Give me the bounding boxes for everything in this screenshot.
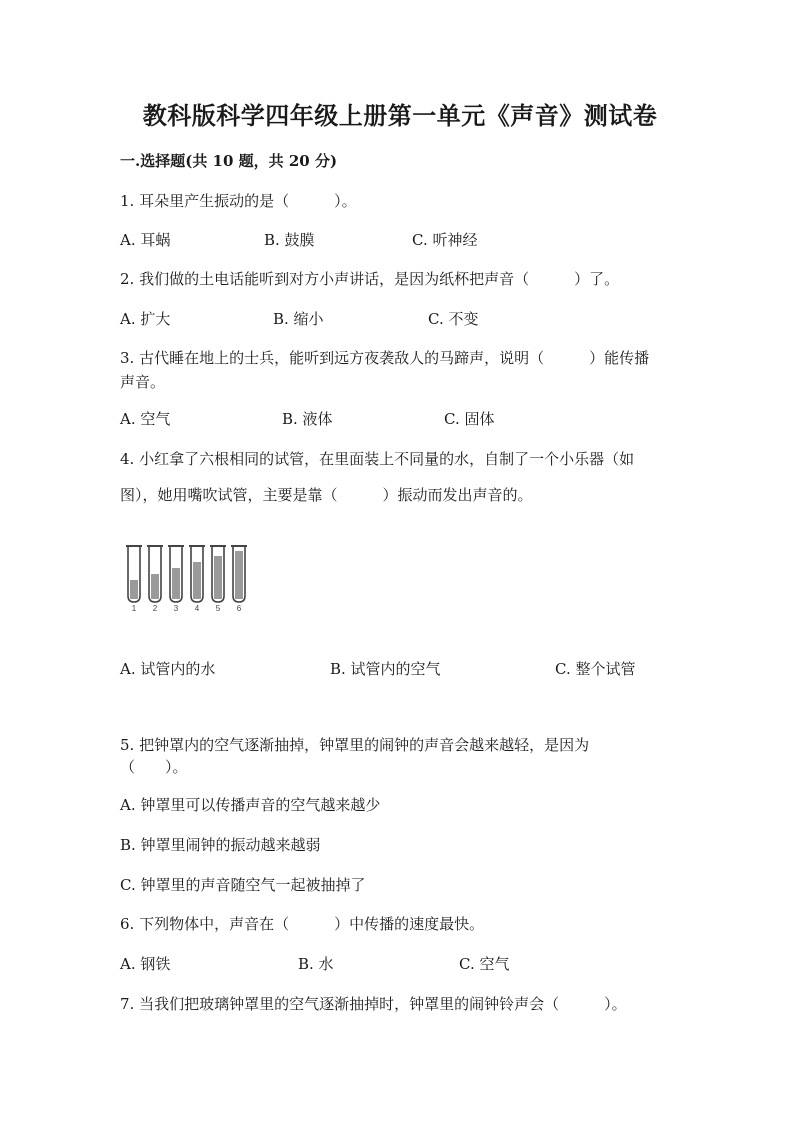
question-4-option-b: B. 试管内的空气 (330, 660, 441, 678)
question-5-option-b: B. 钟罩里闹钟的振动越来越弱 (120, 836, 321, 854)
tube-label-3: 3 (173, 604, 179, 612)
question-4-option-a: A. 试管内的水 (120, 660, 216, 678)
question-4-stem-line-1: 4. 小红拿了六根相同的试管，在里面装上不同量的水，自制了一个小乐器（如 (120, 450, 635, 468)
tube-label-4: 4 (194, 604, 200, 612)
question-7-stem: 7. 当我们把玻璃钟罩里的空气逐渐抽掉时，钟罩里的闹钟铃声会（ ）。 (120, 995, 627, 1013)
tube-label-1: 1 (131, 604, 137, 612)
question-3-option-b: B. 液体 (282, 410, 333, 428)
question-6-option-a: A. 钢铁 (120, 955, 171, 973)
tube-label-6: 6 (236, 604, 242, 612)
question-3-option-c: C. 固体 (444, 410, 495, 428)
question-1-option-c: C. 听神经 (412, 231, 478, 249)
test-tube-3 (168, 546, 184, 602)
tube-label-5: 5 (215, 604, 221, 612)
question-1-stem: 1. 耳朵里产生振动的是（ ）。 (120, 192, 357, 210)
question-6-stem: 6. 下列物体中，声音在（ ）中传播的速度最快。 (120, 915, 485, 933)
test-tube-4 (189, 546, 205, 602)
question-5-stem-line-1: 5. 把钟罩内的空气逐渐抽掉，钟罩里的闹钟的声音会越来越轻，是因为 (120, 736, 590, 754)
question-5-option-a: A. 钟罩里可以传播声音的空气越来越少 (120, 796, 381, 814)
test-tube-5 (210, 546, 226, 602)
test-tube-6 (231, 546, 247, 602)
test-tube-1 (126, 546, 142, 602)
page-title: 教科版科学四年级上册第一单元《声音》测试卷 (142, 101, 658, 130)
question-4-option-c: C. 整个试管 (555, 660, 636, 678)
question-5-stem-line-2: （ ）。 (120, 758, 188, 776)
question-4-stem-line-2: 图），她用嘴吹试管，主要是靠（ ）振动而发出声音的。 (120, 486, 533, 504)
section-heading: 一.选择题(共 10 题，共 20 分) (120, 152, 338, 170)
question-3-option-a: A. 空气 (120, 410, 171, 428)
question-2-option-b: B. 缩小 (273, 310, 324, 328)
tube-label-2: 2 (152, 604, 158, 612)
question-2-option-c: C. 不变 (428, 310, 479, 328)
question-6-option-c: C. 空气 (459, 955, 510, 973)
question-6-option-b: B. 水 (298, 955, 334, 973)
question-2-option-a: A. 扩大 (120, 310, 171, 328)
question-5-option-c: C. 钟罩里的声音随空气一起被抽掉了 (120, 876, 366, 894)
test-tube-2 (147, 546, 163, 602)
test-tubes-figure (120, 540, 260, 612)
question-1-option-b: B. 鼓膜 (264, 231, 315, 249)
question-3-stem-line-1: 3. 古代睡在地上的士兵，能听到远方夜袭敌人的马蹄声，说明（ ）能传播 (120, 349, 650, 367)
question-1-option-a: A. 耳蜗 (120, 231, 171, 249)
question-3-stem-line-2: 声音。 (120, 373, 166, 391)
question-2-stem: 2. 我们做的土电话能听到对方小声讲话，是因为纸杯把声音（ ）了。 (120, 270, 620, 288)
